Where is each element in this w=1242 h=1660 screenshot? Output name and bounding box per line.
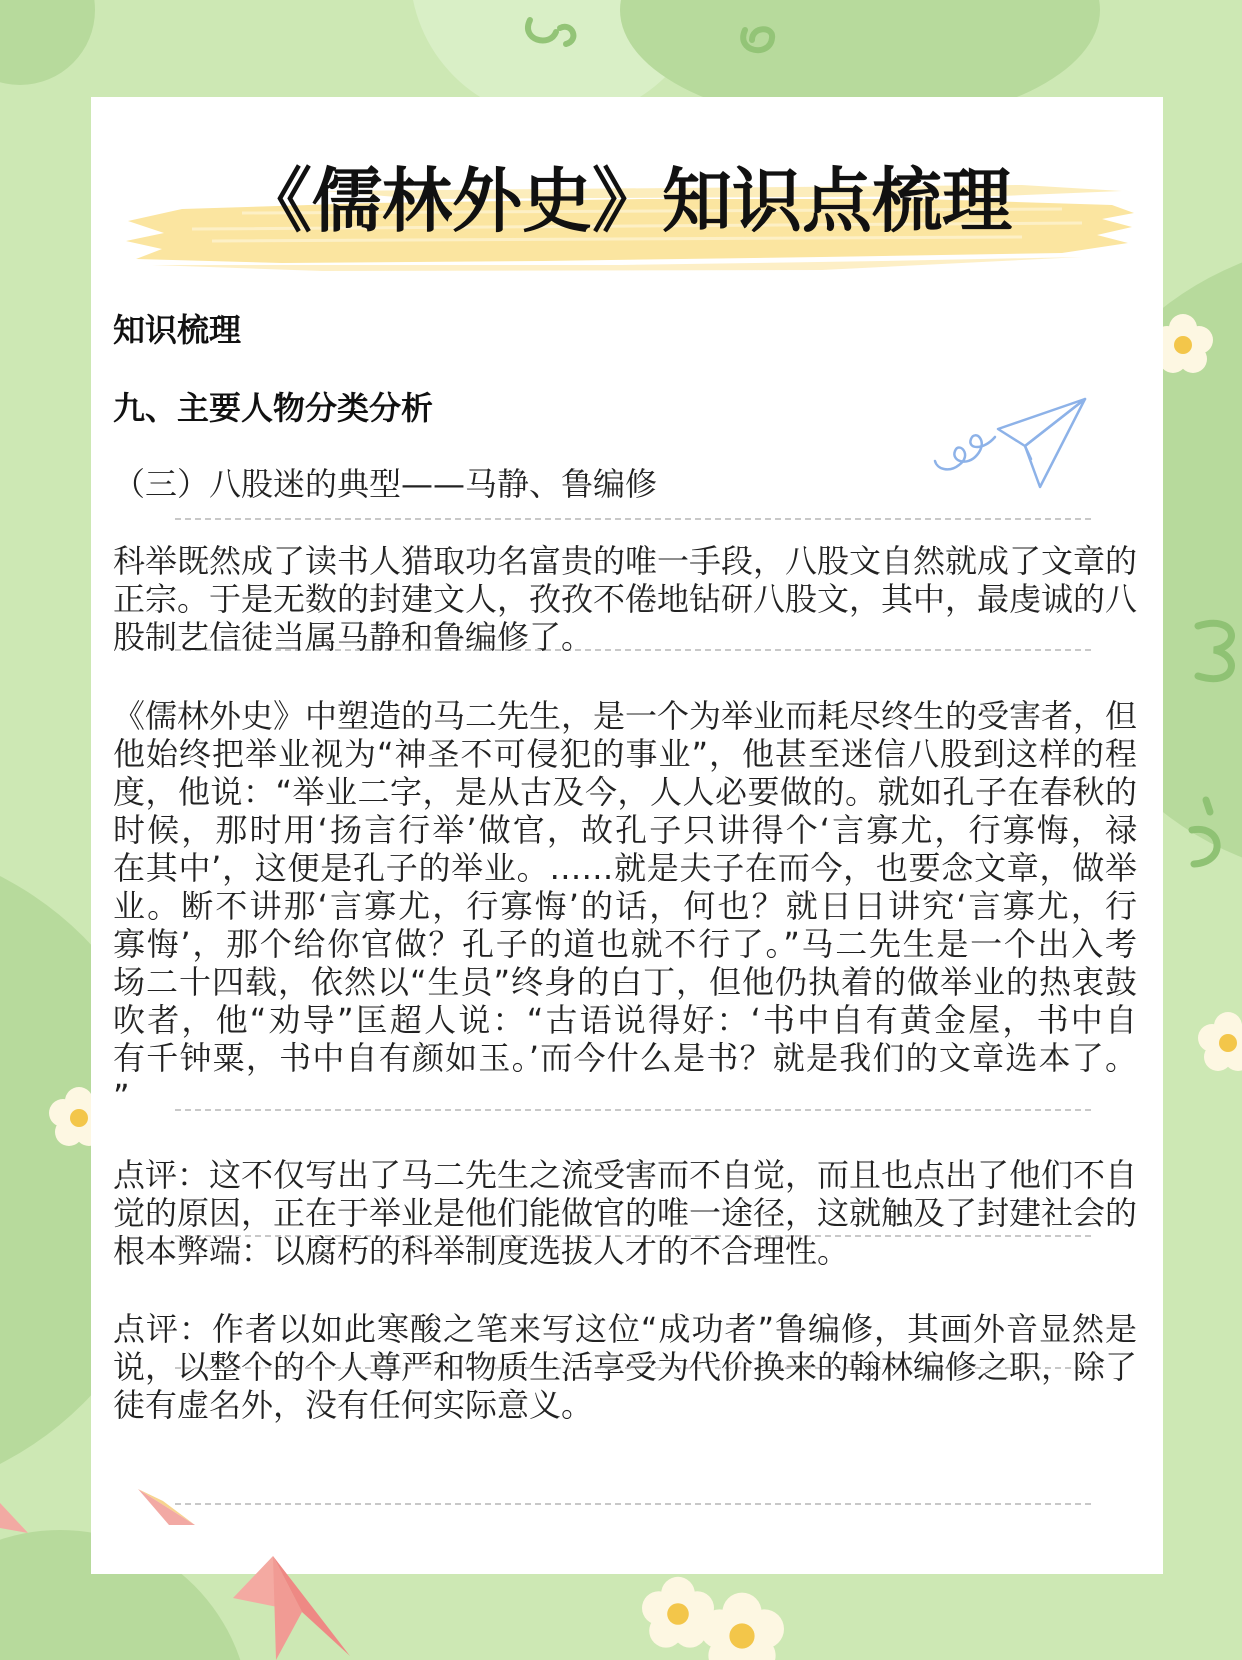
paragraph-line: 在其中’，这便是孔子的举业。……就是夫子在而今，也要念文章，做举 <box>113 849 1137 887</box>
note-card <box>91 97 1163 1574</box>
paragraph-intro <box>113 542 1137 656</box>
paragraph-line: 他始终把举业视为“神圣不可侵犯的事业”，他甚至迷信八股到这样的程 <box>113 735 1137 773</box>
dashed-divider <box>175 518 1091 520</box>
paragraph-comment-1 <box>113 1156 1137 1270</box>
paragraph-line: 点评：这不仅写出了马二先生之流受害而不自觉，而且也点出了他们不自 <box>113 1156 1137 1194</box>
paragraph-line: 时候，那时用‘扬言行举’做官，故孔子只讲得个‘言寡尤，行寡悔，禄 <box>113 811 1137 849</box>
paragraph-line: 正宗。于是无数的封建文人，孜孜不倦地钻研八股文，其中，最虔诚的八 <box>113 580 1137 618</box>
paper-plane-icon <box>131 1481 203 1533</box>
paragraph-ma-er <box>113 697 1137 1115</box>
paragraph-line: 根本弊端：以腐朽的科举制度选拔人才的不合理性。 <box>113 1232 850 1270</box>
chapter-heading: 九、主要人物分类分析 <box>113 389 434 427</box>
paragraph-line: 业。断不讲那‘言寡尤，行寡悔’的话，何也？就日日讲究‘言寡尤，行 <box>113 887 1137 925</box>
paragraph-comment-2 <box>113 1310 1137 1424</box>
paragraph-line: 有千钟粟，书中自有颜如玉。’而今什么是书？就是我们的文章选本了。 <box>113 1039 1137 1077</box>
dashed-divider <box>175 1503 1091 1505</box>
paragraph-line: 寡悔’，那个给你官做？孔子的道也就不行了。”马二先生是一个出入考 <box>113 925 1137 963</box>
paragraph-line: 科举既然成了读书人猎取功名富贵的唯一手段，八股文自然就成了文章的 <box>113 542 1137 580</box>
paragraph-line: 《儒林外史》中塑造的马二先生，是一个为举业而耗尽终生的受害者，但 <box>113 697 1137 735</box>
subheading: （三）八股迷的典型——马静、鲁编修 <box>113 465 658 503</box>
paragraph-line: 股制艺信徒当属马静和鲁编修了。 <box>113 618 594 656</box>
paragraph-line: 吹者，他“劝导”匡超人说：“古语说得好：‘书中自有黄金屋，书中自 <box>113 1001 1137 1039</box>
paragraph-line: 觉的原因，正在于举业是他们能做官的唯一途径，这就触及了封建社会的 <box>113 1194 1137 1232</box>
paper-plane-icon <box>933 393 1093 503</box>
paragraph-line: 说，以整个的个人尊严和物质生活享受为代价换来的翰林编修之职，除了 <box>113 1348 1137 1386</box>
paragraph-line: ” <box>113 1077 130 1115</box>
paragraph-line: 徒有虚名外，没有任何实际意义。 <box>113 1386 594 1424</box>
paragraph-line: 点评：作者以如此寒酸之笔来写这位“成功者”鲁编修，其画外音显然是 <box>113 1310 1137 1348</box>
page-title: 《儒林外史》知识点梳理 <box>242 160 1012 242</box>
section-label: 知识梳理 <box>113 311 242 349</box>
paragraph-line: 度，他说：“举业二字，是从古及今，人人必要做的。就如孔子在春秋的 <box>113 773 1137 811</box>
paragraph-line: 场二十四载，依然以“生员”终身的白丁，但他仍执着的做举业的热衷鼓 <box>113 963 1137 1001</box>
